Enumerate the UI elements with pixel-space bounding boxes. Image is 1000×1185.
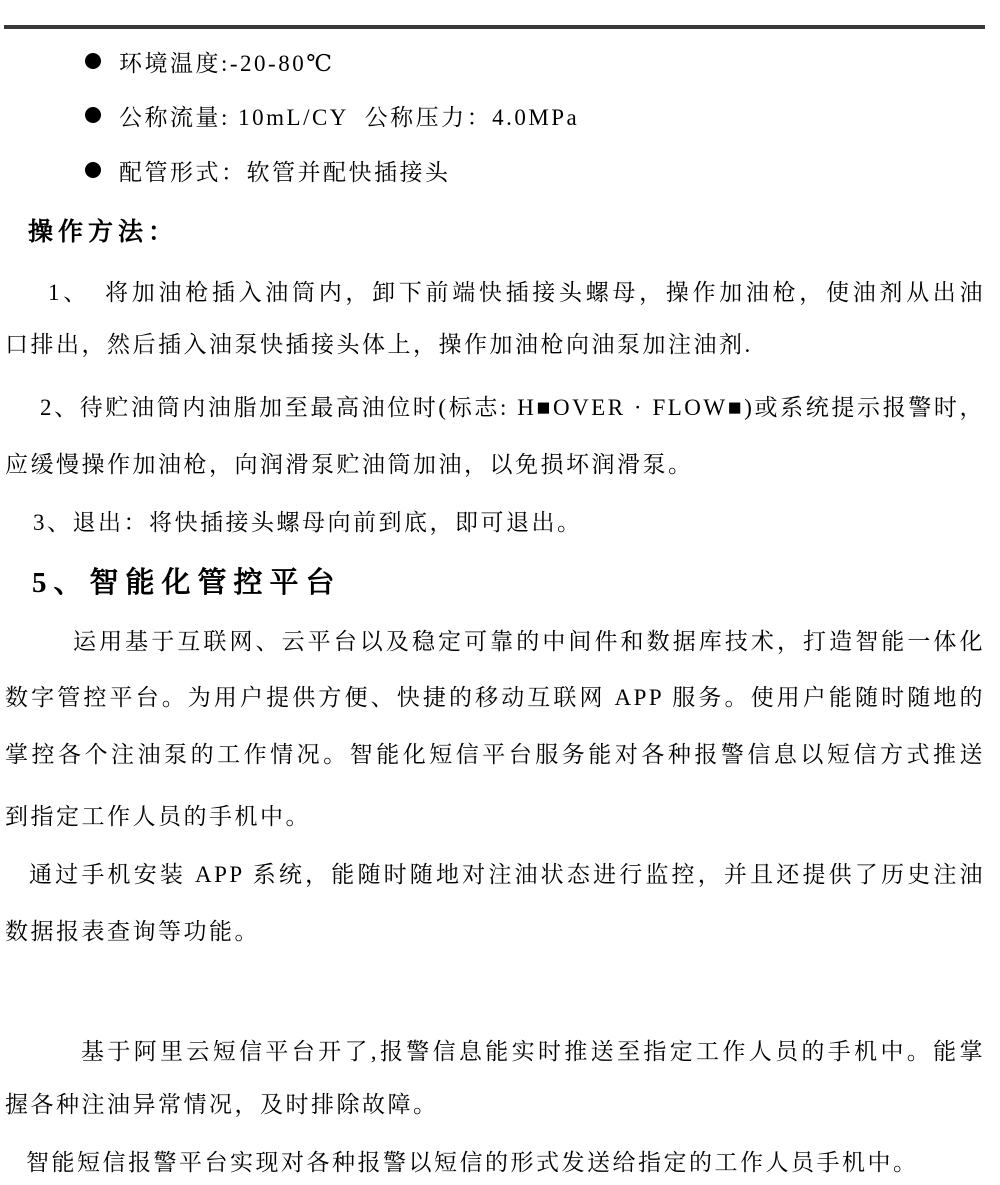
spec-text: 环境温度:-20-80℃ — [119, 50, 335, 76]
step3-line: 3、退出：将快插接头螺母向前到底，即可退出。 — [33, 510, 583, 535]
platform-p1-line-4: 到指定工作人员的手机中。 — [5, 804, 311, 829]
step1-line-2: 口排出，然后插入油泵快插接头体上，操作加油枪向油泵加注油剂. — [5, 332, 753, 357]
spec-bullet-item — [85, 44, 334, 78]
bullet-icon — [85, 162, 101, 178]
platform-p2-line-1: 通过手机安装 APP 系统，能随时随地对注油状态进行监控，并且还提供了历史注油 — [29, 862, 985, 887]
spec-text: 公称流量: 10mL/CY 公称压力：4.0MPa — [119, 104, 580, 130]
bullet-icon — [85, 107, 101, 123]
spec-bullet-item — [85, 98, 579, 132]
step2-line-2: 应缓慢操作加油枪，向润滑泵贮油筒加油，以免损坏润滑泵。 — [5, 452, 694, 477]
step1-line-1: 1、 将加油枪插入油筒内，卸下前端快插接头螺母，操作加油枪，使油剂从出油 — [48, 280, 985, 305]
platform-p4-line-1: 智能短信报警平台实现对各种报警以短信的形式发送给指定的工作人员手机中。 — [26, 1150, 919, 1175]
platform-p1-line-2: 数字管控平台。为用户提供方便、快捷的移动互联网 APP 服务。使用户能随时随地的 — [5, 685, 985, 710]
platform-p3-line-1: 基于阿里云短信平台开了,报警信息能实时推送至指定工作人员的手机中。能掌 — [81, 1039, 985, 1064]
spec-text: 配管形式：软管并配快插接头 — [119, 159, 451, 185]
platform-p2-line-2: 数据报表查询等功能。 — [5, 919, 260, 944]
platform-p3-line-2: 握各种注油异常情况，及时排除故障。 — [5, 1092, 439, 1117]
platform-p1-line-1: 运用基于互联网、云平台以及稳定可靠的中间件和数据库技术，打造智能一体化 — [73, 629, 985, 654]
bullet-icon — [85, 53, 101, 69]
section-heading-operation: 操作方法： — [28, 219, 179, 246]
step2-line-1: 2、待贮油筒内油脂加至最高油位时(标志: H■OVER · FLOW■)或系统提示报警时， — [40, 395, 985, 420]
page-top-rule — [4, 25, 985, 29]
spec-bullet-item — [85, 153, 451, 187]
platform-p1-line-3: 掌控各个注油泵的工作情况。智能化短信平台服务能对各种报警信息以短信方式推送 — [5, 742, 985, 767]
section-heading-platform: 5、智能化管控平台 — [32, 567, 342, 599]
